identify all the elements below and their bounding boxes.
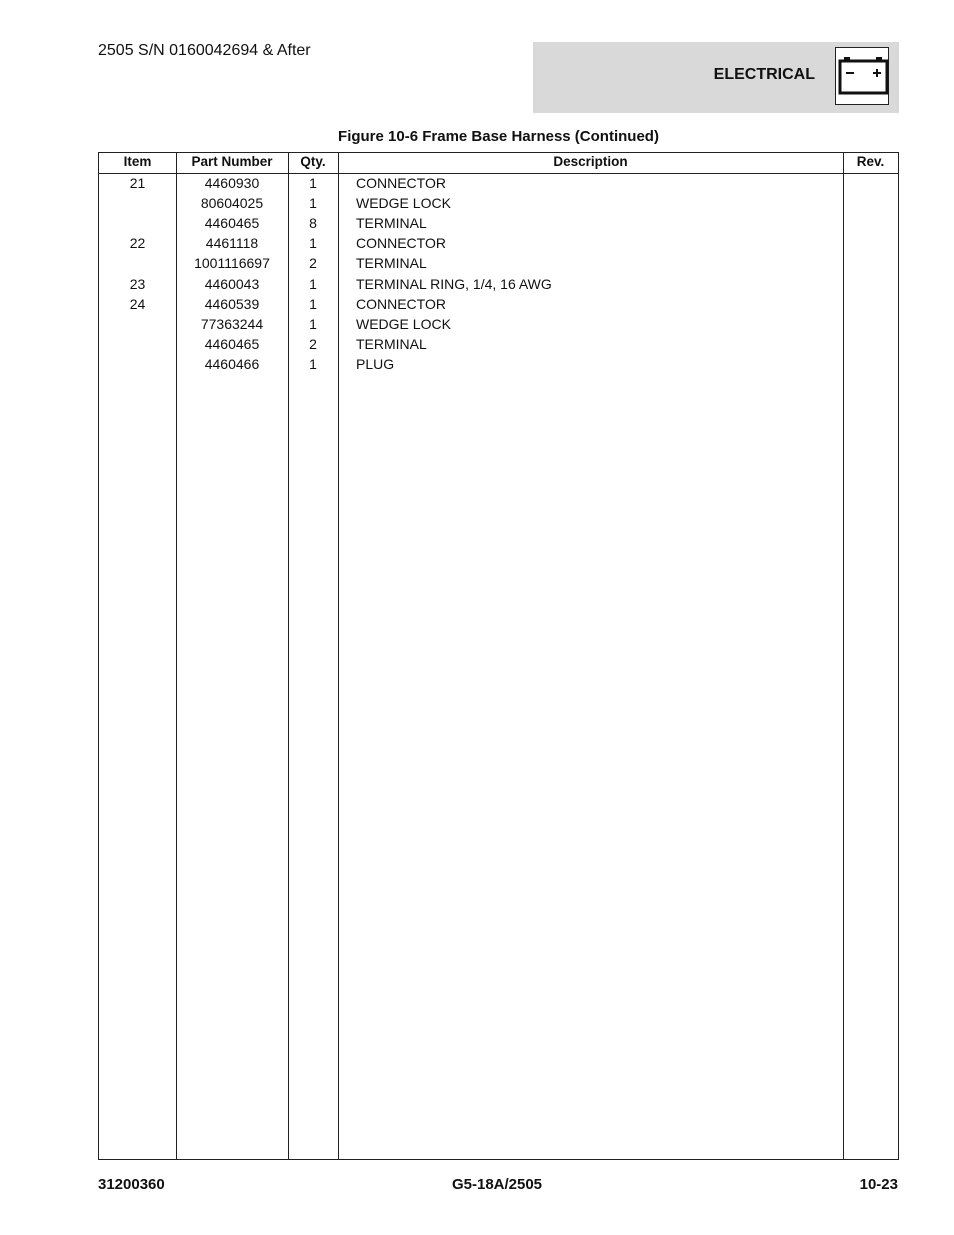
table-row (99, 234, 898, 254)
description-cell: TERMINAL (356, 255, 427, 272)
description-cell: CONNECTOR (356, 175, 446, 191)
description-cell: CONNECTOR (356, 235, 446, 252)
section-title: ELECTRICAL (713, 66, 815, 83)
part-number-cell: 4460043 (204, 275, 260, 292)
part-number-cell: 4460930 (204, 175, 260, 191)
qty-cell: 1 (309, 195, 317, 212)
qty-cell: 1 (309, 235, 317, 252)
column-header-description: Description (553, 154, 628, 169)
section-tab (533, 42, 899, 113)
description-cell: TERMINAL (356, 215, 427, 232)
parts-table (98, 152, 899, 1160)
part-number-cell: 77363244 (200, 315, 264, 332)
table-row (99, 174, 898, 194)
qty-cell: 8 (309, 215, 317, 232)
table-row (99, 295, 898, 315)
qty-cell: 1 (309, 275, 317, 292)
table-row (99, 214, 898, 234)
column-header-item: Item (123, 154, 152, 169)
description-cell: CONNECTOR (356, 295, 446, 312)
qty-cell: 1 (309, 355, 317, 372)
footer-doc-number: 31200360 (98, 1176, 165, 1193)
footer-manual-code: G5-18A/2505 (451, 1176, 543, 1193)
qty-cell: 2 (309, 255, 317, 272)
qty-cell: 2 (309, 335, 317, 352)
column-header-qty: Qty. (300, 154, 326, 169)
part-number-cell: 4460539 (204, 295, 260, 312)
item-cell: 24 (129, 295, 146, 312)
description-cell: WEDGE LOCK (356, 315, 451, 332)
part-number-cell: 4460465 (204, 215, 260, 232)
table-row (99, 335, 898, 355)
battery-icon (835, 47, 889, 105)
table-row (99, 194, 898, 214)
part-number-cell: 4461118 (205, 235, 259, 252)
qty-cell: 1 (309, 175, 317, 191)
figure-title: Figure 10-6 Frame Base Harness (Continued) (338, 128, 659, 145)
item-cell: 23 (129, 275, 146, 292)
part-number-cell: 1001116697 (194, 255, 270, 272)
part-number-cell: 4460465 (204, 335, 260, 352)
part-number-cell: 80604025 (200, 195, 264, 212)
footer-page-number: 10-23 (859, 1176, 898, 1193)
table-row (99, 254, 898, 274)
description-cell: PLUG (356, 355, 395, 372)
item-cell: 22 (129, 235, 146, 252)
part-number-cell: 4460466 (204, 355, 260, 372)
description-cell: TERMINAL RING, 1/4, 16 AWG (356, 275, 552, 292)
qty-cell: 1 (309, 315, 317, 332)
table-row (99, 275, 898, 295)
model-serial-header: 2505 S/N 0160042694 & After (98, 42, 311, 59)
column-header-part-number: Part Number (191, 154, 273, 169)
table-row (99, 355, 898, 375)
column-header-rev: Rev. (856, 154, 885, 169)
description-cell: TERMINAL (356, 335, 427, 352)
table-row (99, 315, 898, 335)
item-cell: 21 (129, 175, 146, 191)
description-cell: WEDGE LOCK (356, 195, 451, 212)
qty-cell: 1 (309, 295, 317, 312)
